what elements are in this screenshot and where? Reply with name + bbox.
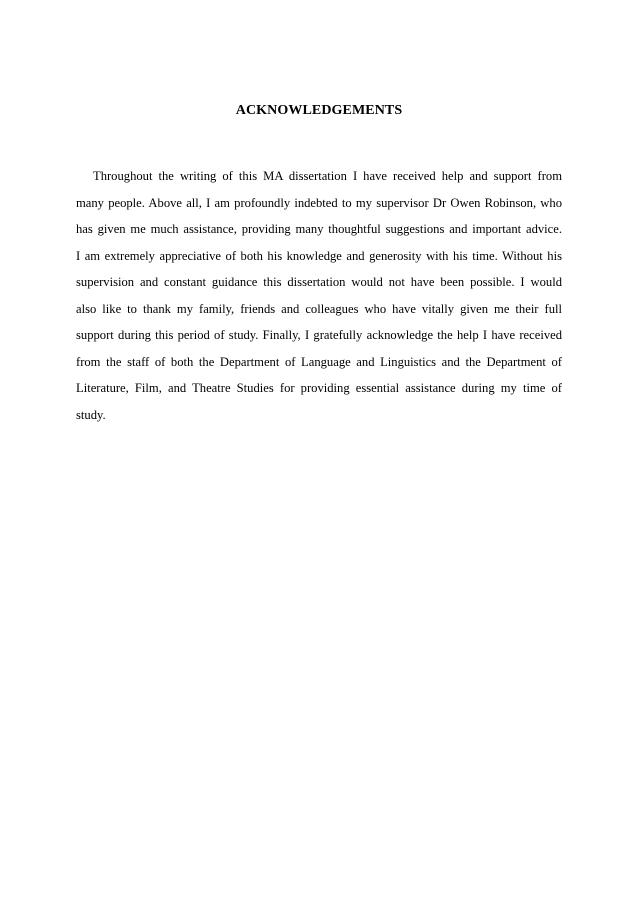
paragraph-line: from the staff of both the Department of Language and Linguistics and the Department of [76,354,562,369]
paragraph-line: I am extremely appreciative of both his knowledge and generosity with his time. Without his [76,248,562,263]
paragraph-line: also like to thank my family, friends and colleagues who have vitally given me their full [76,301,562,316]
paragraph-line: Literature, Film, and Theatre Studies for providing essential assistance during my time of [76,381,562,395]
paragraph-line: support during this period of study. Finally, I gratefully acknowledge the help I have received [76,328,562,342]
acknowledgements-paragraph [76,163,562,428]
paragraph-line: Throughout the writing of this MA dissertation I have received help and support from [93,169,562,183]
paragraph-line: many people. Above all, I am profoundly indebted to my supervisor Dr Owen Robinson, who [76,195,562,210]
paragraph-line: supervision and constant guidance this dissertation would not have been possible. I would [76,275,562,289]
paragraph-line: study. [76,407,106,422]
page-title: ACKNOWLEDGEMENTS [235,103,403,118]
paragraph-line: has given me much assistance, providing many thoughtful suggestions and important advice. [76,222,562,236]
